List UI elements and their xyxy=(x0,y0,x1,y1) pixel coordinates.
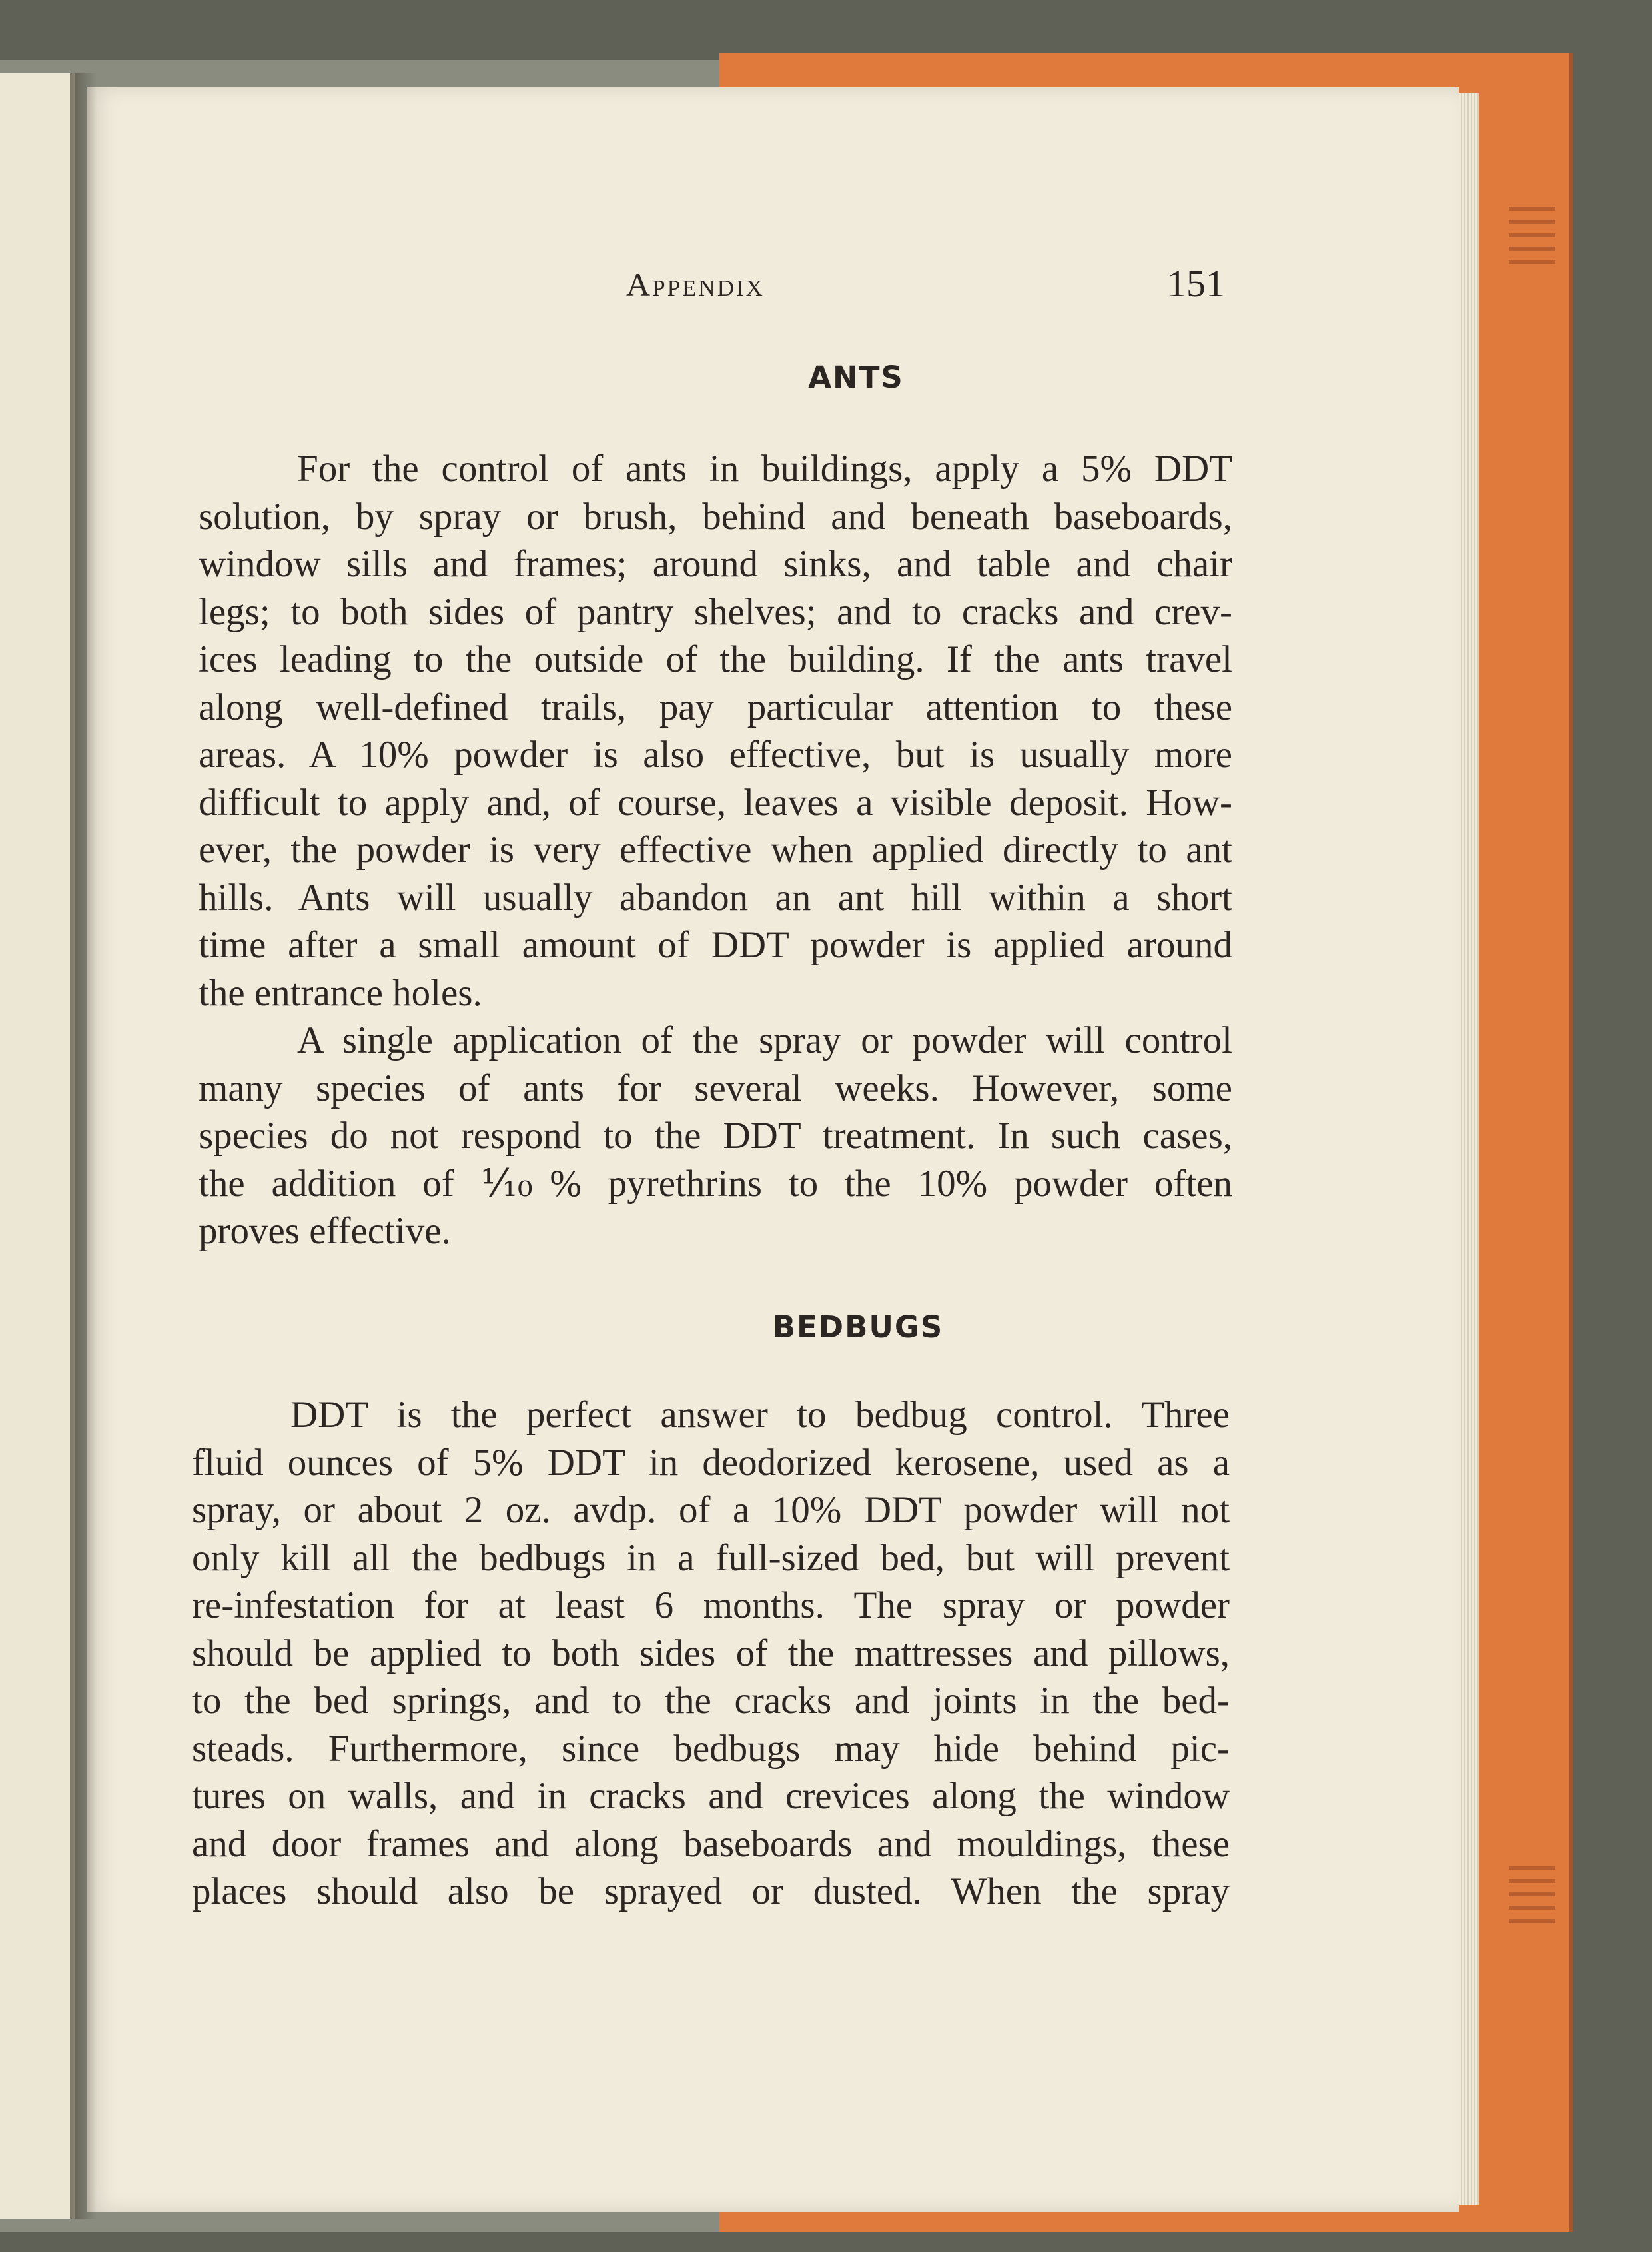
text-line: ices leading to the outside of the building. If the ants travel xyxy=(199,638,1232,680)
text-line: spray, or about 2 oz. avdp. of a 10% DDT powder will not xyxy=(192,1489,1230,1531)
text-line: legs; to both sides of pantry shelves; and to cracks and crev- xyxy=(199,590,1232,633)
text-line: the entrance holes. xyxy=(199,971,482,1014)
text-line: many species of ants for several weeks. However, some xyxy=(199,1067,1232,1109)
text-line: species do not respond to the DDT treatment. In such cases, xyxy=(199,1115,1232,1157)
text-line: areas. A 10% powder is also effective, but is usually more xyxy=(199,734,1232,776)
page-number: 151 xyxy=(1167,262,1225,305)
jacket-ridges-bottom xyxy=(1509,1866,1555,1939)
text-line: and door frames and along baseboards and mouldings, these xyxy=(192,1822,1230,1865)
text-line: time after a small amount of DDT powder is applied around xyxy=(199,924,1232,966)
section-body-ants xyxy=(199,445,1232,1255)
text-line: tures on walls, and in cracks and crevices along the window xyxy=(192,1775,1230,1817)
text-line: solution, by spray or brush, behind and beneath baseboards, xyxy=(199,495,1232,538)
text-line: to the bed springs, and to the cracks and joints in the bed- xyxy=(192,1680,1230,1722)
text-line: difficult to apply and, of course, leaves a visible deposit. How- xyxy=(199,781,1232,824)
text-line: window sills and frames; around sinks, and table and chair xyxy=(199,543,1232,585)
section-heading-bedbugs: BEDBUGS xyxy=(772,1309,944,1345)
text-line: only kill all the bedbugs in a full-sized bed, but will prevent xyxy=(192,1536,1230,1579)
text-line: hills. Ants will usually abandon an ant hill within a short xyxy=(199,876,1232,919)
text-line: should be applied to both sides of the mattresses and pillows, xyxy=(192,1632,1230,1674)
gutter-shadow xyxy=(70,73,97,2219)
text-line: steads. Furthermore, since bedbugs may hide behind pic- xyxy=(192,1727,1230,1770)
text-line: the addition of ⅒% pyrethrins to the 10% powder often xyxy=(199,1162,1232,1205)
text-line: proves effective. xyxy=(199,1210,451,1252)
text-line: fluid ounces of 5% DDT in deodorized kerosene, used as a xyxy=(192,1441,1230,1484)
text-line: places should also be sprayed or dusted. When the spray xyxy=(192,1870,1230,1912)
running-head xyxy=(0,262,1652,318)
running-title: Appendix xyxy=(626,266,765,303)
section-heading-ants: ANTS xyxy=(808,360,904,395)
text-line: DDT is the perfect answer to bedbug control. Three xyxy=(290,1394,1230,1436)
text-line: re-infestation for at least 6 months. The spray or powder xyxy=(192,1584,1230,1626)
text-line: ever, the powder is very effective when applied directly to ant xyxy=(199,829,1232,871)
text-line: A single application of the spray or powder will control xyxy=(297,1019,1232,1061)
left-page-edge xyxy=(0,73,75,2219)
section-body-bedbugs xyxy=(192,1391,1230,1916)
text-line: For the control of ants in buildings, apply a 5% DDT xyxy=(297,448,1232,490)
text-line: along well-defined trails, pay particular attention to these xyxy=(199,686,1232,728)
